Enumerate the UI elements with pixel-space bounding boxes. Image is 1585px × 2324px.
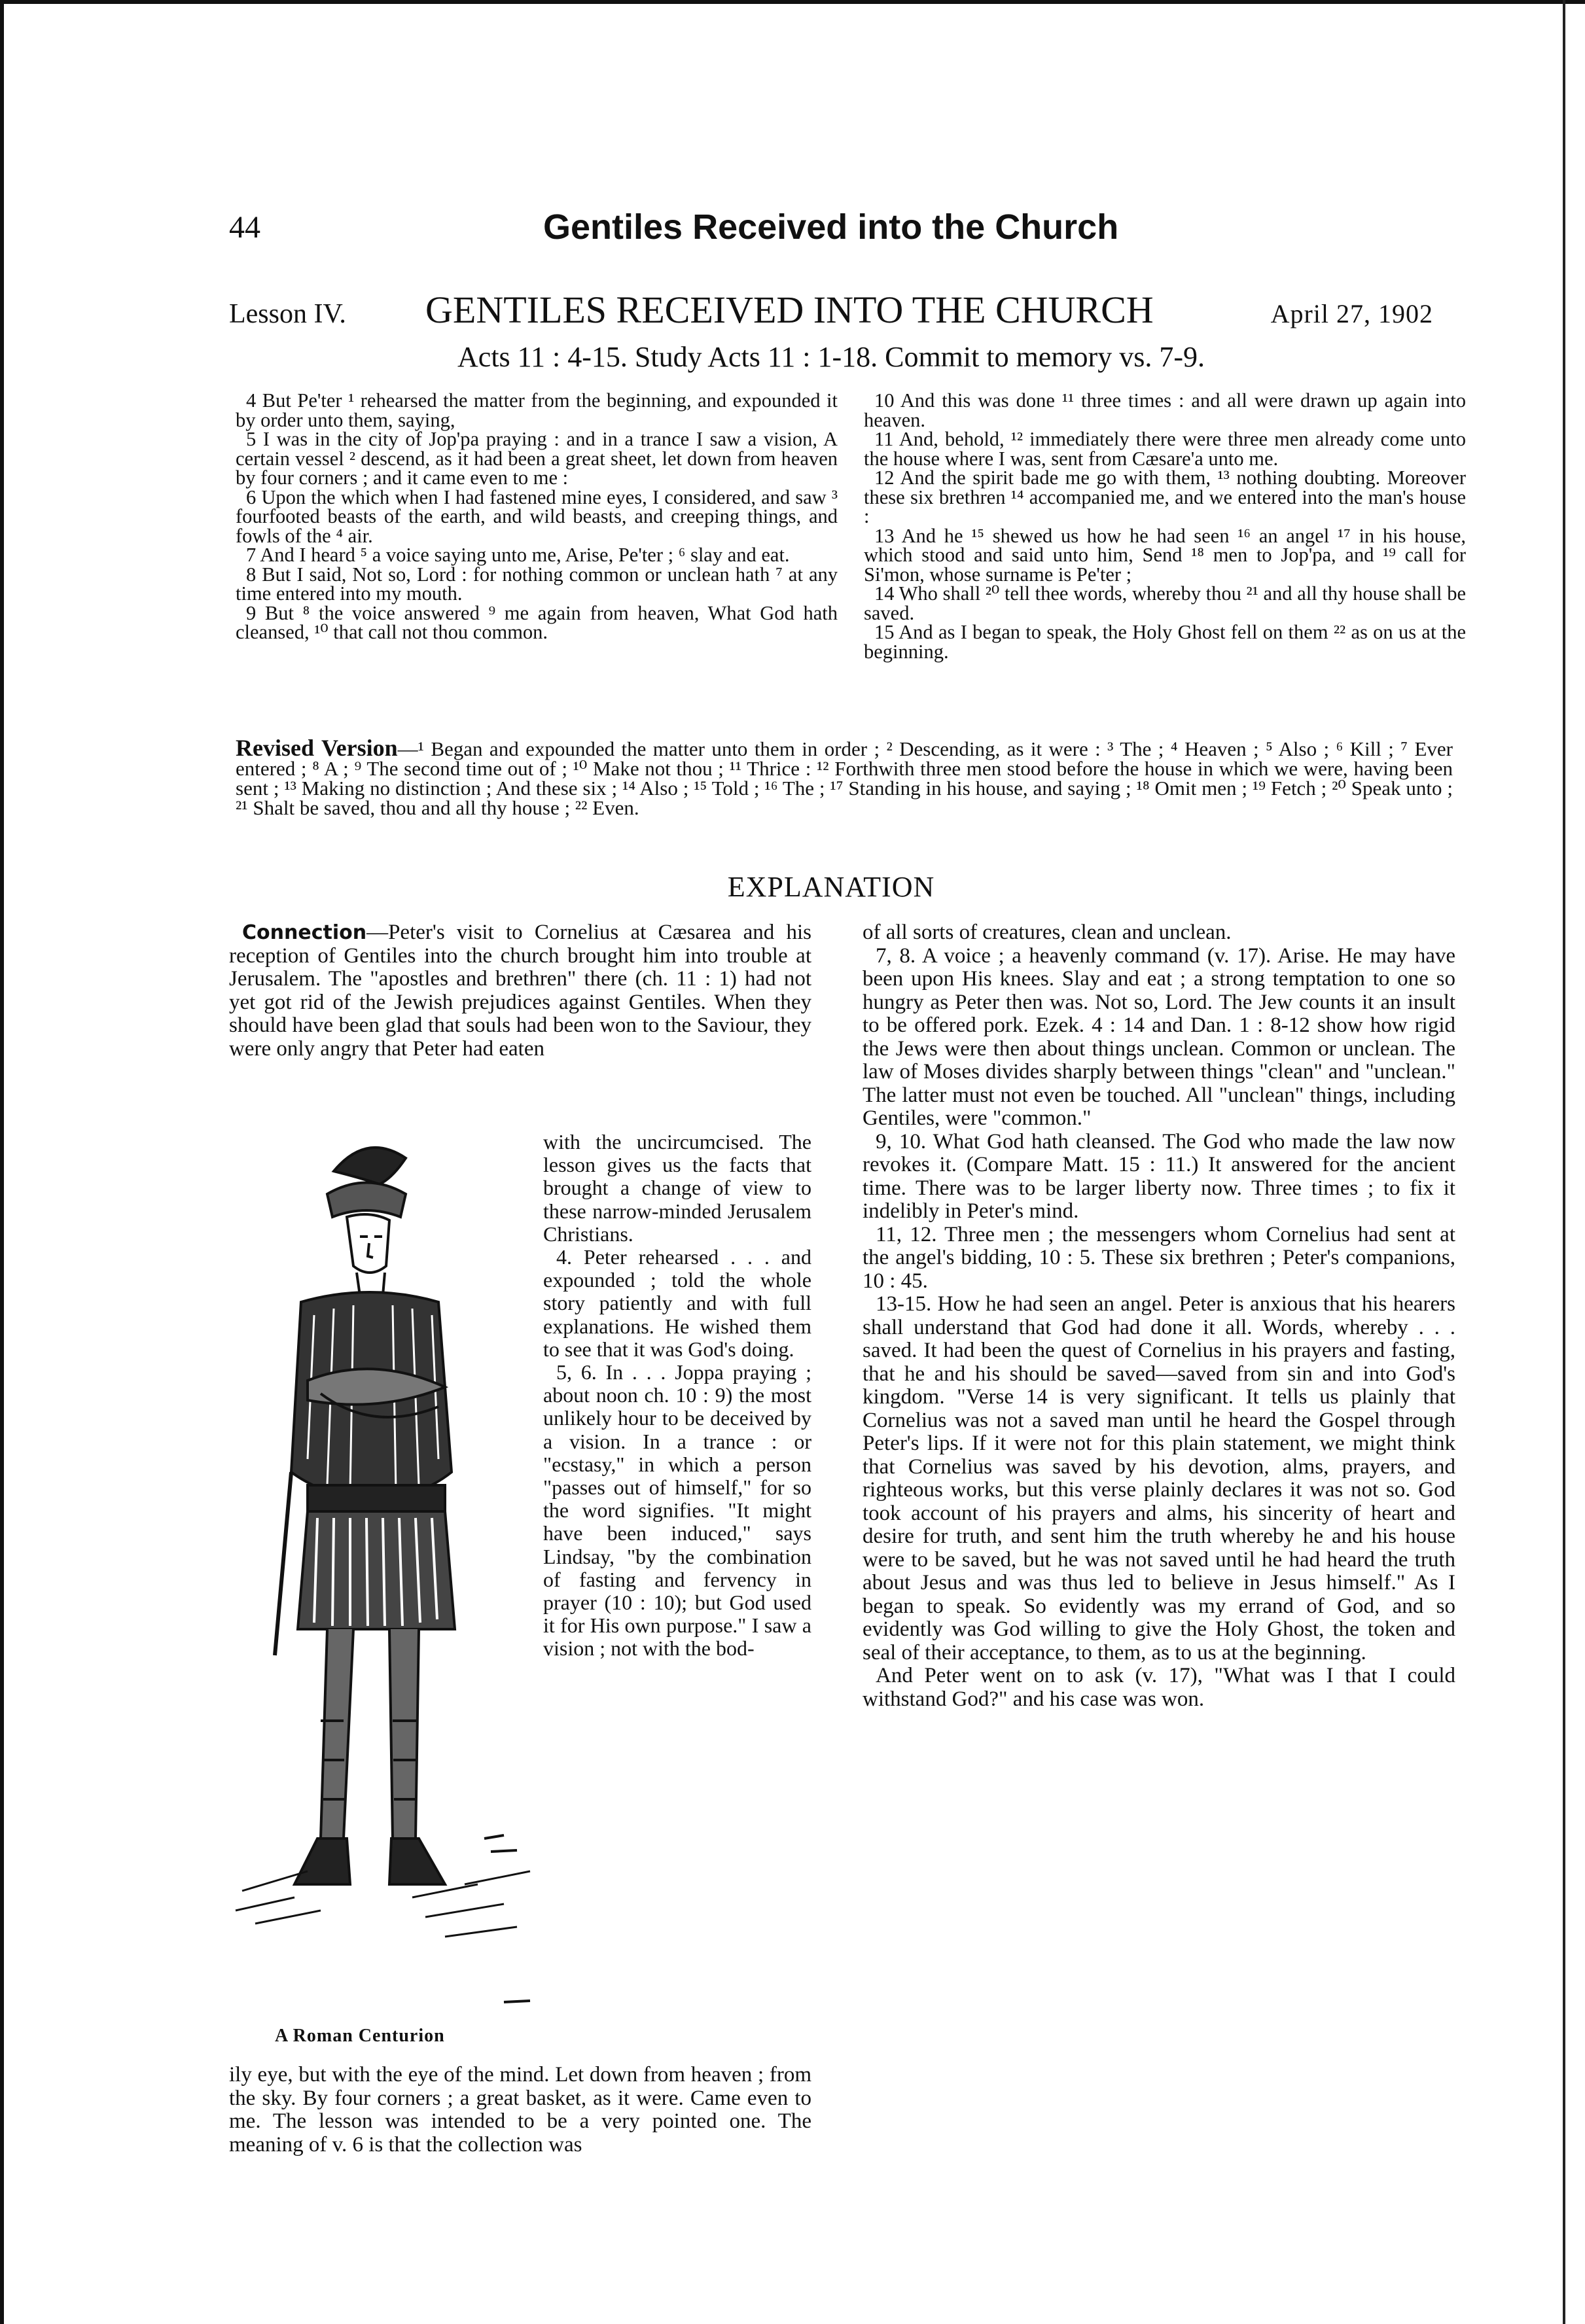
lesson-date: April 27, 1902	[1270, 299, 1433, 328]
lesson-reference: Acts 11 : 4-15. Study Acts 11 : 1-18. Commit to memory vs. 7-9.	[457, 341, 1205, 373]
explanation-paragraph: of all sorts of creatures, clean and unclean.	[863, 921, 1232, 944]
revised-version-text: —¹ Began and expounded the matter unto them in order ; ² Descending, as it were : ³ The ; ⁴ Heaven ; ⁵ Also ; ⁶ Kill ; ⁷ Ever entered ; ⁸ A ; ⁹ The second time out of ; ¹⁰ Make not thou ; ¹¹ Thrice : ¹² Forthwith three men stood before the house in which we were, having been sent ; ¹³ Making no distinction ; And these six ; ¹⁴ Also ; ¹⁵ Told ; ¹⁶ The ; ¹⁷ Standing in his house, and saying ; ¹⁸ Omit men ; ¹⁹ Fetch ; ²⁰ Speak unto ; ²¹ Shalt be saved, thou and all thy house ; ²² Even.	[236, 737, 1453, 819]
scripture-left-column	[236, 391, 838, 643]
explanation-wrap-column	[543, 1131, 811, 1661]
verse: 10 And this was done ¹¹ three times : and all were drawn up again into heaven.	[864, 389, 1466, 431]
explanation-after-illustration	[229, 2064, 811, 2157]
verse: 8 But I said, Not so, Lord : for nothing common or unclean hath ⁷ at any time entered into my mouth.	[236, 563, 838, 605]
lesson-label: Lesson IV.	[229, 299, 346, 329]
revised-version-notes	[236, 735, 1453, 819]
verse: 15 And as I began to speak, the Holy Ghost fell on them ²² as on us at the beginning.	[864, 621, 1466, 663]
explanation-paragraph: with the uncircumcised. The lesson gives us the facts that brought a change of view to these narrow-minded Jerusalem Christians.	[543, 1130, 811, 1246]
scripture-right-column	[864, 391, 1466, 661]
verse: 7 And I heard ⁵ a voice saying unto me, Arise, Pe'ter ; ⁶ slay and eat.	[246, 544, 790, 566]
page-number: 44	[229, 210, 260, 245]
running-title: Gentiles Received into the Church	[543, 207, 1119, 247]
verse: 12 And the spirit bade me go with them, ¹³ nothing doubting. Moreover these six brethren ¹⁴ accompanied me, and we entered into the man's house :	[864, 467, 1466, 527]
revised-version-label: Revised Version	[236, 735, 398, 761]
scan-border-top	[0, 0, 1585, 4]
explanation-paragraph: 4. Peter rehearsed . . . and expounded ; told the whole story patiently and with full explanations. He wished them to see that it was God's doing.	[543, 1245, 811, 1361]
verse: 14 Who shall ²⁰ tell thee words, whereby thou ²¹ and all thy house shall be saved.	[864, 582, 1466, 624]
verse: 5 I was in the city of Jop'pa praying : and in a trance I saw a vision, A certain vessel ² descend, as it had been a great sheet, let down from heaven by four corners ; and it came even to me :	[236, 428, 838, 489]
running-head	[229, 209, 1407, 255]
explanation-paragraph: 5, 6. In . . . Joppa praying ; about noon ch. 10 : 9) the most unlikely hour to be deceived by a vision. In a trance : or "ecstasy," in which a person "passes out of himself," for so the word signifies. "It might have been induced," says Lindsay, "by the combination of fasting and fervency in prayer (10 : 10); but God used it for His own purpose." I saw a vision ; not with the bod-	[543, 1360, 811, 1661]
verse: 6 Upon the which when I had fastened mine eyes, I considered, and saw ³ fourfooted beasts of the earth, and wild beasts, and creeping things, and fowls of the ⁴ air.	[236, 485, 838, 547]
explanation-paragraph: ily eye, but with the eye of the mind. Let down from heaven ; from the sky. By four corners ; a great basket, as it were. Came even to me. The lesson was intended to be a very pointed one. The meaning of v. 6 is that the collection was	[229, 2063, 811, 2157]
verse: 9 But ⁸ the voice answered ⁹ me again from heaven, What God hath cleansed, ¹⁰ that call not thou common.	[236, 601, 838, 643]
explanation-paragraph: 7, 8. A voice ; a heavenly command (v. 17). Arise. He may have been upon His knees. Slay and eat ; a strong temptation to one so hungry as Peter then was. Not so, Lord. The Jew counts it an insult to be offered pork. Ezek. 4 : 14 and Dan. 1 : 8-12 show how rigid the Jews were then about things unclean. Common or unclean. The law of Moses divides sharply between things "clean" and "unclean." The latter must not even be touched. All "unclean" things, including Gentiles, were "common."	[863, 943, 1455, 1130]
explanation-paragraph: 9, 10. What God hath cleansed. The God who made the law now revokes it. (Compare Matt. 15 : 11.) It answered for the ancient time. There was to be larger liberty now. Three times ; to fix it indelibly in Peter's mind.	[863, 1129, 1455, 1223]
connection-label: Connection	[242, 921, 367, 944]
explanation-paragraph: 11, 12. Three men ; the messengers whom Cornelius had sent at the angel's bidding, 10 : 5. These six brethren ; Peter's companions, 10 : 45.	[863, 1222, 1455, 1293]
connection-paragraph	[229, 921, 811, 1061]
scan-border-right	[1563, 0, 1565, 2324]
connection-text: —Peter's visit to Cornelius at Cæsarea and his reception of Gentiles into the church brought him into trouble at Jerusalem. The "apostles and brethren" there (ch. 11 : 1) had not yet got rid of the Jewish prejudices against Gentiles. When they should have been glad that souls had been won to the Saviour, they were only angry that Peter had eaten	[229, 921, 811, 1061]
scan-border-left	[0, 0, 4, 2324]
lesson-title: GENTILES RECEIVED INTO THE CHURCH	[425, 289, 1154, 331]
explanation-paragraph: 13-15. How he had seen an angel. Peter is anxious that his hearers shall understand that God had done it all. Words, whereby . . . saved. It had been the quest of Cornelius in his prayers and fasting, that he and his should be saved—saved from sin and into God's kingdom. "Verse 14 is very significant. It tells us plainly that Cornelius was not a saved man until he heard the Gospel through Peter's lips. If it were not for this plain statement, we might think that Cornelius was saved by his devotion, alms, prayers, and righteous works, but this verse plainly declares it was not so. God took account of his prayers and alms, his sincerity of heart and desire for truth, and sent him the truth whereby he and his house were to be saved, but he was not saved until he had heard the truth about Jesus and was thus led to believe in Jesus himself." As I began to speak. So evidently was my errand of God, and so evidently was God willing to give the Holy Ghost, the token and seal of their acceptance, to them, as to us at the beginning.	[863, 1292, 1455, 1664]
verse: 4 But Pe'ter ¹ rehearsed the matter from the beginning, and expounded it by order unto them, saying,	[236, 389, 838, 431]
centurion-engraving	[229, 1132, 537, 2028]
verse: 11 And, behold, ¹² immediately there were three men already come unto the house where I was, sent from Cæsare'a unto me.	[864, 428, 1466, 470]
explanation-paragraph: And Peter went on to ask (v. 17), "What was I that I could withstand God?" and his case was won.	[863, 1664, 1455, 1711]
explanation-right-column	[863, 921, 1455, 1711]
illustration-caption: A Roman Centurion	[275, 2026, 445, 2046]
verse: 13 And he ¹⁵ shewed us how he had seen ¹⁶ an angel ¹⁷ in his house, which stood and said unto him, Send ¹⁸ men to Jop'pa, and ¹⁹ call for Si'mon, whose surname is Pe'ter ;	[864, 524, 1466, 586]
explanation-heading: EXPLANATION	[727, 871, 935, 903]
roman-centurion-illustration	[229, 1132, 537, 2028]
lesson-header	[229, 288, 1433, 340]
